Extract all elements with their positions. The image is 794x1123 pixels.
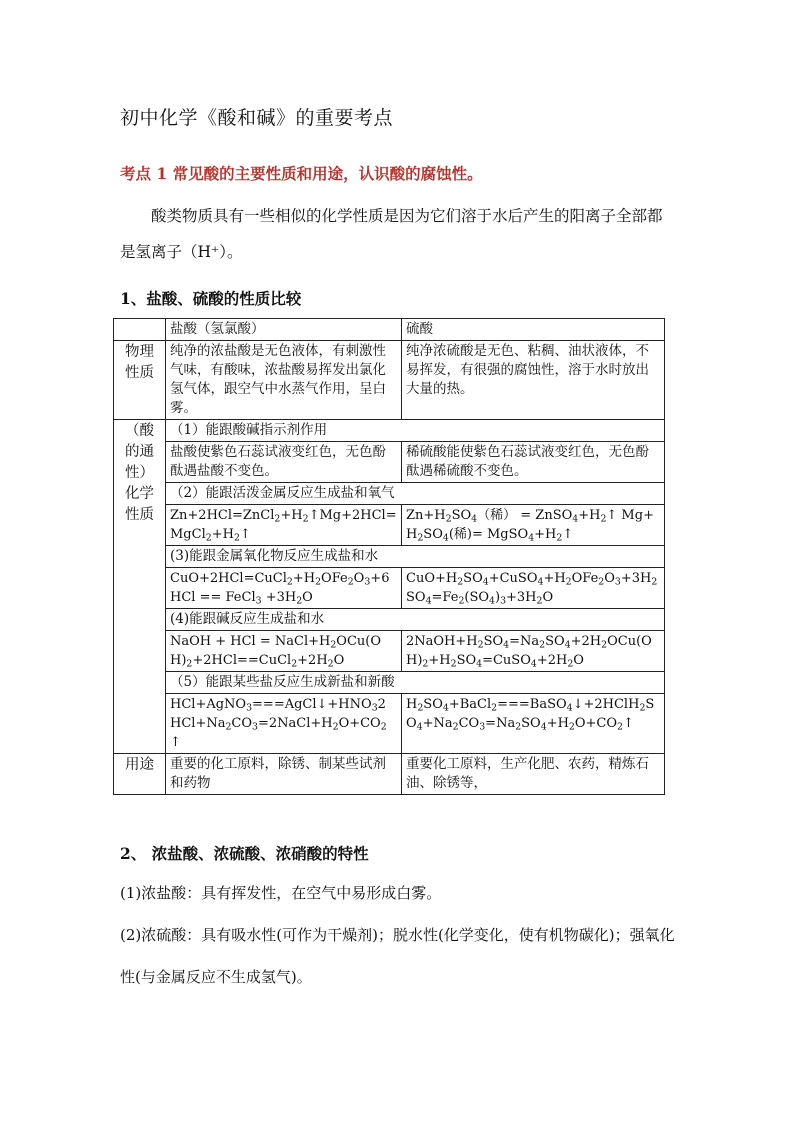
metal-reaction-h2so4: $Zn+H_2SO_4$（稀） = $ZnSO_4+H_2↑$ $Mg+H_2SO_4$(稀)= $MgSO_4+H_2↑$ xyxy=(402,505,665,546)
use-hcl: 重要的化工原料，除锈、制某些试剂和药物 xyxy=(166,754,402,795)
table-row xyxy=(114,420,665,442)
property-line-hcl: (1)浓盐酸：具有挥发性，在空气中易形成白雾。 xyxy=(120,884,442,902)
property-indicator: （1）能跟酸碱指示剂作用 xyxy=(166,420,665,442)
table-row xyxy=(114,631,665,672)
physical-hcl: 纯净的浓盐酸是无色液体，有刺激性气味，有酸味，浓盐酸易挥发出氯化氢气体，跟空气中水蒸气作用，呈白雾。 xyxy=(166,341,402,420)
table-corner-cell xyxy=(114,319,166,341)
section-heading-properties: 2、 浓盐酸、浓硫酸、浓硝酸的特性 xyxy=(120,844,369,863)
table-row xyxy=(114,568,665,609)
table-row xyxy=(114,609,665,631)
table-row xyxy=(114,754,665,795)
section-heading-comparison: 1、盐酸、硫酸的性质比较 xyxy=(120,289,302,308)
base-reaction-hcl: NaOH + HCl = $NaCl+H_2OCu(OH)_2+2HCl==CuCl_2+2H_2O$ xyxy=(166,631,402,672)
indicator-h2so4: 稀硫酸能使紫色石蕊试液变红色，无色酚酞遇稀硫酸不变色。 xyxy=(402,442,665,483)
indicator-hcl: 盐酸使紫色石蕊试液变红色，无色酚酞遇盐酸不变色。 xyxy=(166,442,402,483)
header-hcl: 盐酸（氢氯酸） xyxy=(166,319,402,341)
table-row xyxy=(114,672,665,694)
oxide-reaction-hcl: $CuO+2HCl=CuCl_2+H_2OFe_2O_3+6HCl$ == FeCl$_3$ $+3H_2O$ xyxy=(166,568,402,609)
header-h2so4: 硫酸 xyxy=(402,319,665,341)
key-point-heading: 考点 1 常见酸的主要性质和用途，认识酸的腐蚀性。 xyxy=(120,164,483,183)
chemical-label: （酸的通性）化学性质 xyxy=(114,420,166,754)
property-metal-oxide: (3)能跟金属氧化物反应生成盐和水 xyxy=(166,546,665,568)
use-h2so4: 重要化工原料，生产化肥、农药，精炼石油、除锈等， xyxy=(402,754,665,795)
table-row xyxy=(114,505,665,546)
table-row xyxy=(114,546,665,568)
table-row xyxy=(114,694,665,754)
property-active-metal: （2）能跟活泼金属反应生成盐和氧气 xyxy=(166,483,665,505)
table-row xyxy=(114,319,665,341)
salt-reaction-hcl: $HCl+AgNO_3===AgCl↓+HNO_32HCl+Na_2CO_3=2NaCl+H_2O+CO_2↑$ xyxy=(166,694,402,754)
property-salt: （5）能跟某些盐反应生成新盐和新酸 xyxy=(166,672,665,694)
table-row xyxy=(114,341,665,420)
metal-reaction-hcl: $Zn+2HCl=ZnCl_2+H_2↑Mg+2HCl=MgCl_2+H_2↑$ xyxy=(166,505,402,546)
property-line-h2so4: (2)浓硫酸：具有吸水性(可作为干燥剂)；脱水性(化学变化，使有机物碳化)；强氧化性(与金属反应不生成氢气)。 xyxy=(120,926,675,986)
table-row xyxy=(114,442,665,483)
use-label: 用途 xyxy=(114,754,166,795)
property-base: (4)能跟碱反应生成盐和水 xyxy=(166,609,665,631)
physical-h2so4: 纯净浓硫酸是无色、粘稠、油状液体，不易挥发，有很强的腐蚀性，溶于水时放出大量的热。 xyxy=(402,341,665,420)
base-reaction-h2so4: $2NaOH+H_2SO_4=Na_2SO_4+2H_2OCu(OH)_2+H_2SO_4=CuSO_4+2H_2O$ xyxy=(402,631,665,672)
salt-reaction-h2so4: $H_2SO_4+BaCl_2===BaSO_4↓+2HClH_2SO_4+Na_2CO_3=Na_2SO_4+H_2O+CO_2↑$ xyxy=(402,694,665,754)
oxide-reaction-h2so4: $CuO+H_2SO_4+CuSO_4+H_2OFe_2O_3+3H_2SO_4=Fe_2(SO_4)_3+3H_2O$ xyxy=(402,568,665,609)
table-row xyxy=(114,483,665,505)
acid-comparison-table xyxy=(113,318,665,795)
intro-paragraph: 酸类物质具有一些相似的化学性质是因为它们溶于水后产生的阳离子全部都是氢离子（H⁺）。 xyxy=(120,207,663,261)
document-title: 初中化学《酸和碱》的重要考点 xyxy=(120,107,394,129)
physical-label: 物理性质 xyxy=(114,341,166,420)
